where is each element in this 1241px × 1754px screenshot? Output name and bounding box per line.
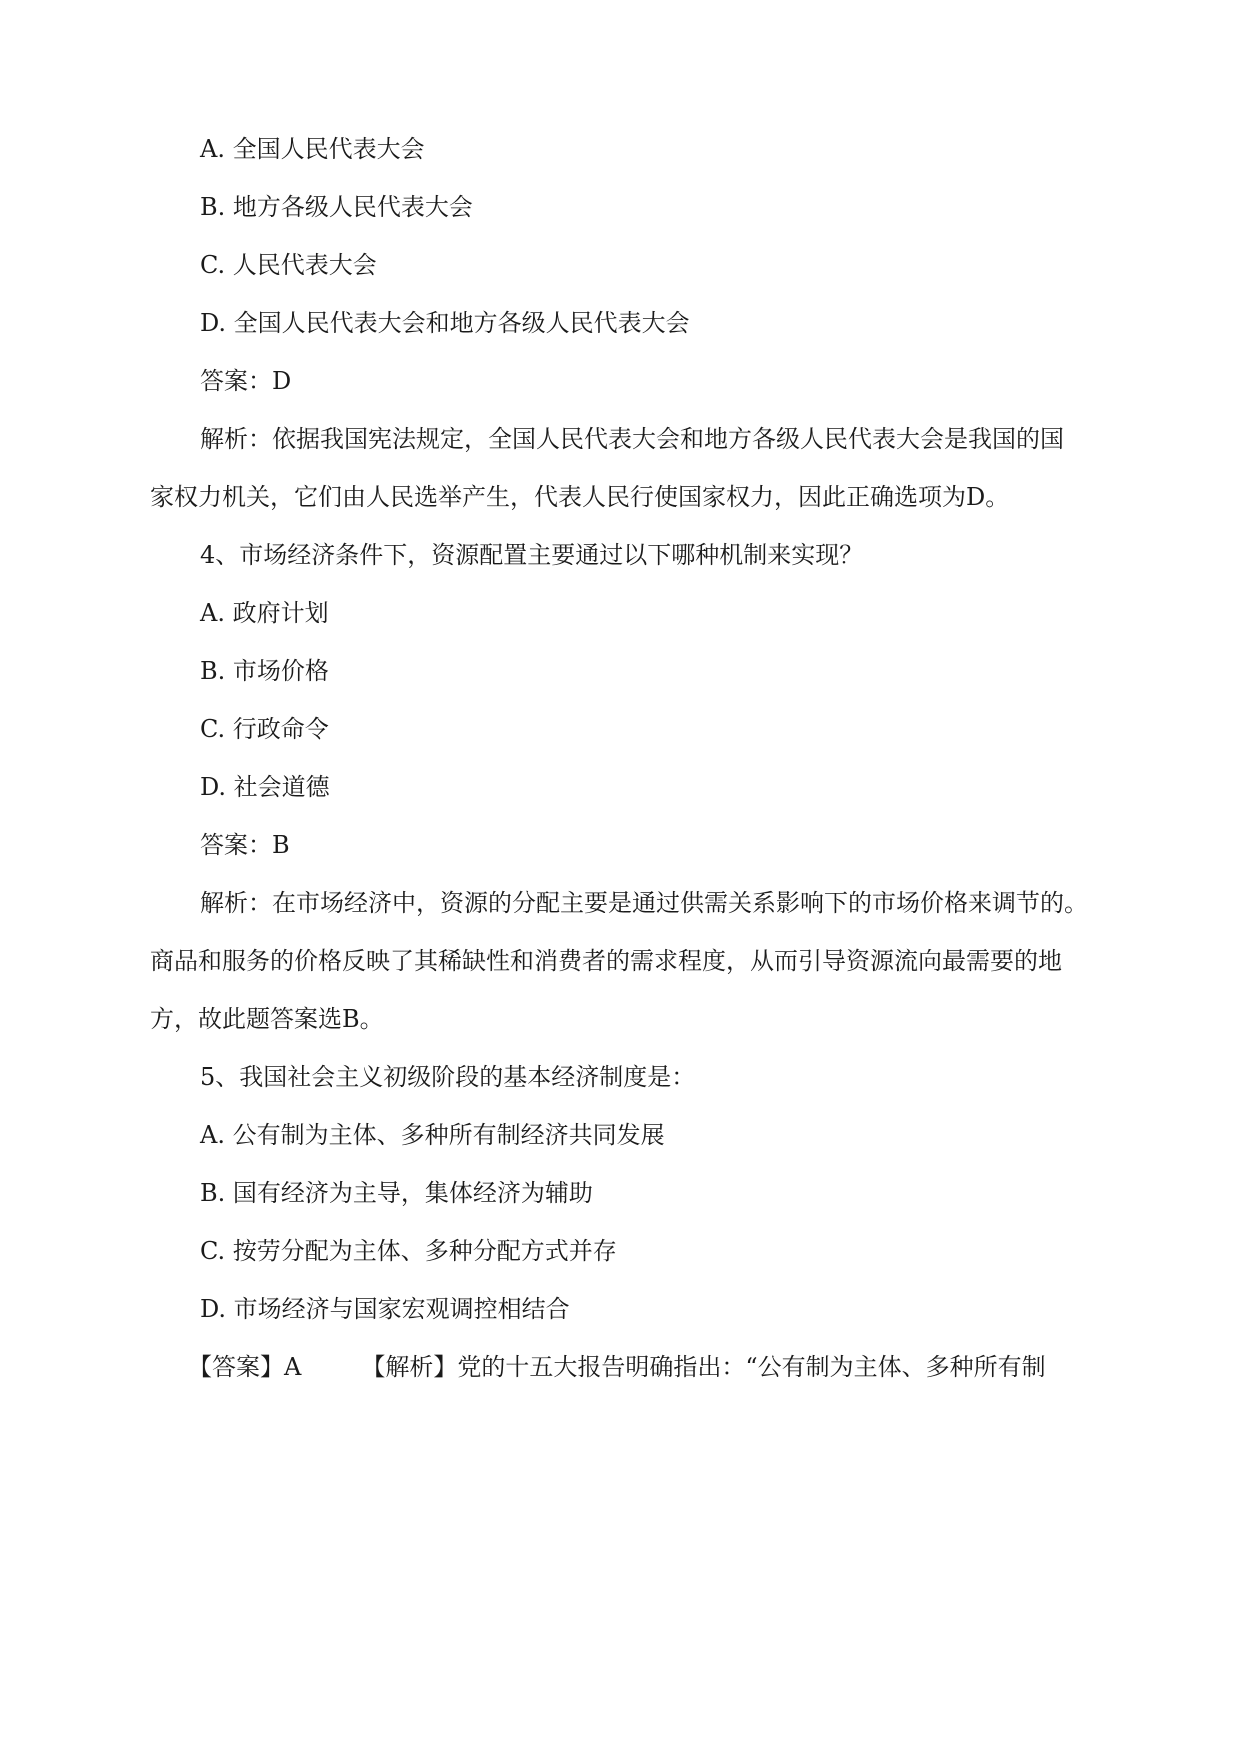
q3-option-c: C. 人民代表大会 — [200, 251, 377, 279]
q5-option-b: B. 国有经济为主导，集体经济为辅助 — [200, 1179, 593, 1207]
q4-explanation-line-1: 解析：在市场经济中，资源的分配主要是通过供需关系影响下的市场价格来调节的。 — [200, 889, 1088, 917]
q3-option-b: B. 地方各级人民代表大会 — [200, 193, 473, 221]
q5-option-d: D. 市场经济与国家宏观调控相结合 — [200, 1295, 570, 1323]
q5-option-a: A. 公有制为主体、多种所有制经济共同发展 — [200, 1121, 665, 1149]
q4-answer: 答案：B — [200, 831, 290, 859]
q3-option-d: D. 全国人民代表大会和地方各级人民代表大会 — [200, 309, 690, 337]
q4-explanation-line-2: 商品和服务的价格反映了其稀缺性和消费者的需求程度，从而引导资源流向最需要的地 — [150, 947, 1062, 975]
q3-explanation-line-2: 家权力机关，它们由人民选举产生，代表人民行使国家权力，因此正确选项为D。 — [150, 483, 1010, 511]
q4-option-d: D. 社会道德 — [200, 773, 330, 801]
q5-answer-explanation: 【答案】A 【解析】党的十五大报告明确指出：“公有制为主体、多种所有制 — [188, 1353, 1046, 1381]
q5-option-c: C. 按劳分配为主体、多种分配方式并存 — [200, 1237, 617, 1265]
q5-question: 5、我国社会主义初级阶段的基本经济制度是： — [200, 1063, 696, 1091]
q3-explanation-line-1: 解析：依据我国宪法规定，全国人民代表大会和地方各级人民代表大会是我国的国 — [200, 425, 1064, 453]
q4-option-a: A. 政府计划 — [200, 599, 329, 627]
q4-question: 4、市场经济条件下，资源配置主要通过以下哪种机制来实现？ — [200, 541, 864, 569]
q4-explanation-line-3: 方，故此题答案选B。 — [150, 1005, 384, 1033]
q4-option-b: B. 市场价格 — [200, 657, 329, 685]
q3-answer: 答案：D — [200, 367, 292, 395]
q3-option-a: A. 全国人民代表大会 — [200, 135, 425, 163]
q4-option-c: C. 行政命令 — [200, 715, 329, 743]
